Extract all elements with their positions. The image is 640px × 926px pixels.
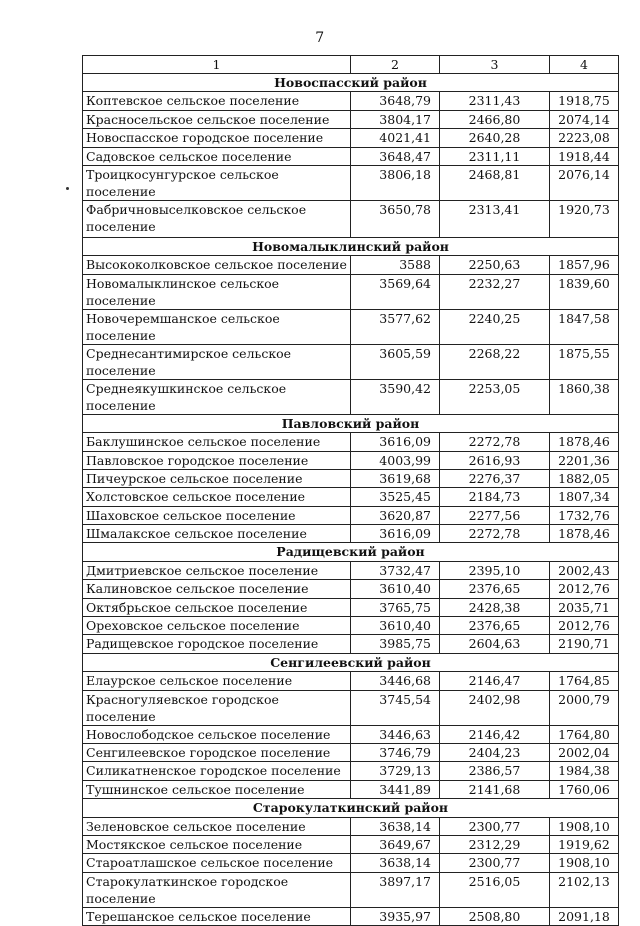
value-col-3: 2508,80 — [440, 907, 550, 925]
value-col-4: 1920,73 — [550, 200, 619, 237]
value-col-2: 3897,17 — [351, 872, 440, 907]
value-col-2: 4021,41 — [351, 129, 440, 147]
value-col-4: 1882,05 — [550, 469, 619, 487]
settlement-name: Дмитриевское сельское поселение — [83, 561, 351, 579]
value-col-2: 3745,54 — [351, 690, 440, 725]
table-row — [83, 147, 619, 165]
table-row — [83, 690, 619, 725]
value-col-4: 1764,80 — [550, 725, 619, 743]
value-col-3: 2395,10 — [440, 561, 550, 579]
value-col-3: 2376,65 — [440, 617, 550, 635]
table-row — [83, 817, 619, 835]
value-col-3: 2516,05 — [440, 872, 550, 907]
value-col-4: 2002,43 — [550, 561, 619, 579]
value-col-4: 2201,36 — [550, 451, 619, 469]
table-row — [83, 762, 619, 780]
value-col-3: 2402,98 — [440, 690, 550, 725]
value-col-3: 2386,57 — [440, 762, 550, 780]
value-col-3: 2272,78 — [440, 433, 550, 451]
value-col-3: 2311,43 — [440, 92, 550, 110]
settlement-name: Силикатненское городское поселение — [83, 762, 351, 780]
district-header-row — [83, 653, 619, 671]
value-col-4: 1918,44 — [550, 147, 619, 165]
page-number: 7 — [315, 30, 325, 46]
value-col-2: 3616,09 — [351, 433, 440, 451]
value-col-3: 2311,11 — [440, 147, 550, 165]
table-row — [83, 872, 619, 907]
value-col-3: 2404,23 — [440, 743, 550, 761]
value-col-3: 2146,42 — [440, 725, 550, 743]
value-col-3: 2277,56 — [440, 506, 550, 524]
value-col-4: 1807,34 — [550, 488, 619, 506]
margin-mark — [66, 187, 69, 190]
settlement-name: Новочеремшанское сельское поселение — [83, 309, 351, 344]
district-header-row — [83, 237, 619, 255]
value-col-2: 3638,14 — [351, 817, 440, 835]
settlement-name: Павловское городское поселение — [83, 451, 351, 469]
value-col-2: 3446,68 — [351, 672, 440, 690]
value-col-2: 3605,59 — [351, 344, 440, 379]
tariff-table — [82, 55, 619, 926]
settlement-name: Ореховское сельское поселение — [83, 617, 351, 635]
settlement-name: Холстовское сельское поселение — [83, 488, 351, 506]
settlement-name: Красногуляевское городское поселение — [83, 690, 351, 725]
table-row — [83, 344, 619, 379]
value-col-3: 2313,41 — [440, 200, 550, 237]
settlement-name: Тушнинское сельское поселение — [83, 780, 351, 798]
value-col-2: 3616,09 — [351, 525, 440, 543]
settlement-name: Троицкосунгурское сельское поселение — [83, 165, 351, 200]
value-col-4: 1764,85 — [550, 672, 619, 690]
settlement-name: Красносельское сельское поселение — [83, 110, 351, 128]
settlement-name: Новослободское сельское поселение — [83, 725, 351, 743]
table-row — [83, 580, 619, 598]
value-col-2: 3648,47 — [351, 147, 440, 165]
value-col-2: 3620,87 — [351, 506, 440, 524]
table-body — [83, 74, 619, 926]
district-header-row — [83, 74, 619, 92]
table-row — [83, 451, 619, 469]
settlement-name: Баклушинское сельское поселение — [83, 433, 351, 451]
value-col-2: 3732,47 — [351, 561, 440, 579]
table-row — [83, 672, 619, 690]
value-col-4: 2190,71 — [550, 635, 619, 653]
settlement-name: Высококолковское сельское поселение — [83, 256, 351, 274]
value-col-2: 3619,68 — [351, 469, 440, 487]
value-col-4: 2223,08 — [550, 129, 619, 147]
settlement-name: Новоспасское городское поселение — [83, 129, 351, 147]
value-col-2: 3746,79 — [351, 743, 440, 761]
value-col-4: 1839,60 — [550, 274, 619, 309]
table-row — [83, 110, 619, 128]
value-col-3: 2268,22 — [440, 344, 550, 379]
value-col-3: 2312,29 — [440, 835, 550, 853]
settlement-name: Среднеякушкинское сельское поселение — [83, 379, 351, 414]
value-col-3: 2604,63 — [440, 635, 550, 653]
value-col-4: 1847,58 — [550, 309, 619, 344]
value-col-4: 2091,18 — [550, 907, 619, 925]
table-row — [83, 256, 619, 274]
value-col-2: 3765,75 — [351, 598, 440, 616]
value-col-2: 3569,64 — [351, 274, 440, 309]
value-col-4: 1984,38 — [550, 762, 619, 780]
table-row — [83, 598, 619, 616]
value-col-2: 3806,18 — [351, 165, 440, 200]
settlement-name: Радищевское городское поселение — [83, 635, 351, 653]
table-row — [83, 309, 619, 344]
table-row — [83, 129, 619, 147]
value-col-4: 1919,62 — [550, 835, 619, 853]
district-name: Радищевский район — [83, 543, 619, 561]
value-col-4: 2002,04 — [550, 743, 619, 761]
district-name: Новоспасский район — [83, 74, 619, 92]
settlement-name: Фабричновыселковское сельское поселение — [83, 200, 351, 237]
district-name: Старокулаткинский район — [83, 799, 619, 817]
table-row — [83, 743, 619, 761]
value-col-2: 3985,75 — [351, 635, 440, 653]
column-header-3: 3 — [440, 56, 550, 74]
value-col-2: 3649,67 — [351, 835, 440, 853]
value-col-4: 2035,71 — [550, 598, 619, 616]
value-col-2: 3441,89 — [351, 780, 440, 798]
value-col-2: 4003,99 — [351, 451, 440, 469]
value-col-4: 1908,10 — [550, 817, 619, 835]
value-col-3: 2616,93 — [440, 451, 550, 469]
district-name: Новомалыклинский район — [83, 237, 619, 255]
value-col-3: 2240,25 — [440, 309, 550, 344]
value-col-2: 3610,40 — [351, 617, 440, 635]
settlement-name: Шаховское сельское поселение — [83, 506, 351, 524]
value-col-4: 2076,14 — [550, 165, 619, 200]
value-col-3: 2184,73 — [440, 488, 550, 506]
value-col-4: 1908,10 — [550, 854, 619, 872]
value-col-4: 2102,13 — [550, 872, 619, 907]
table-row — [83, 433, 619, 451]
settlement-name: Садовское сельское поселение — [83, 147, 351, 165]
value-col-4: 1857,96 — [550, 256, 619, 274]
district-name: Павловский район — [83, 414, 619, 432]
value-col-3: 2376,65 — [440, 580, 550, 598]
value-col-2: 3935,97 — [351, 907, 440, 925]
settlement-name: Мостякское сельское поселение — [83, 835, 351, 853]
table-row — [83, 780, 619, 798]
settlement-name: Калиновское сельское поселение — [83, 580, 351, 598]
table-row — [83, 835, 619, 853]
table-row — [83, 525, 619, 543]
value-col-3: 2146,47 — [440, 672, 550, 690]
value-col-3: 2276,37 — [440, 469, 550, 487]
value-col-2: 3446,63 — [351, 725, 440, 743]
value-col-4: 2012,76 — [550, 617, 619, 635]
value-col-4: 2012,76 — [550, 580, 619, 598]
table-row — [83, 725, 619, 743]
settlement-name: Коптевское сельское поселение — [83, 92, 351, 110]
table-row — [83, 617, 619, 635]
value-col-3: 2300,77 — [440, 817, 550, 835]
district-header-row — [83, 799, 619, 817]
settlement-name: Елаурское сельское поселение — [83, 672, 351, 690]
table-row — [83, 274, 619, 309]
table-header-row — [83, 56, 619, 74]
value-col-3: 2141,68 — [440, 780, 550, 798]
table-row — [83, 200, 619, 237]
column-header-2: 2 — [351, 56, 440, 74]
table-row — [83, 635, 619, 653]
district-header-row — [83, 543, 619, 561]
value-col-3: 2300,77 — [440, 854, 550, 872]
value-col-2: 3577,62 — [351, 309, 440, 344]
value-col-2: 3650,78 — [351, 200, 440, 237]
settlement-name: Новомалыклинское сельское поселение — [83, 274, 351, 309]
column-header-1: 1 — [83, 56, 351, 74]
value-col-3: 2640,28 — [440, 129, 550, 147]
table-row — [83, 506, 619, 524]
value-col-3: 2232,27 — [440, 274, 550, 309]
table-row — [83, 907, 619, 925]
value-col-4: 1875,55 — [550, 344, 619, 379]
value-col-3: 2468,81 — [440, 165, 550, 200]
value-col-4: 1878,46 — [550, 433, 619, 451]
table-row — [83, 165, 619, 200]
column-header-4: 4 — [550, 56, 619, 74]
value-col-2: 3590,42 — [351, 379, 440, 414]
table-row — [83, 379, 619, 414]
value-col-2: 3525,45 — [351, 488, 440, 506]
table-row — [83, 854, 619, 872]
value-col-2: 3729,13 — [351, 762, 440, 780]
table-row — [83, 469, 619, 487]
table-row — [83, 561, 619, 579]
table-row — [83, 488, 619, 506]
value-col-4: 1878,46 — [550, 525, 619, 543]
value-col-3: 2253,05 — [440, 379, 550, 414]
settlement-name: Старокулаткинское городское поселение — [83, 872, 351, 907]
value-col-4: 2000,79 — [550, 690, 619, 725]
settlement-name: Шмалакское сельское поселение — [83, 525, 351, 543]
settlement-name: Староатлашское сельское поселение — [83, 854, 351, 872]
value-col-2: 3648,79 — [351, 92, 440, 110]
settlement-name: Среднесантимирское сельское поселение — [83, 344, 351, 379]
value-col-2: 3638,14 — [351, 854, 440, 872]
district-name: Сенгилеевский район — [83, 653, 619, 671]
settlement-name: Пичеурское сельское поселение — [83, 469, 351, 487]
value-col-2: 3610,40 — [351, 580, 440, 598]
district-header-row — [83, 414, 619, 432]
value-col-2: 3588 — [351, 256, 440, 274]
value-col-2: 3804,17 — [351, 110, 440, 128]
value-col-4: 1760,06 — [550, 780, 619, 798]
value-col-4: 1860,38 — [550, 379, 619, 414]
value-col-3: 2466,80 — [440, 110, 550, 128]
settlement-name: Зеленовское сельское поселение — [83, 817, 351, 835]
value-col-3: 2428,38 — [440, 598, 550, 616]
table-row — [83, 92, 619, 110]
value-col-4: 2074,14 — [550, 110, 619, 128]
value-col-4: 1732,76 — [550, 506, 619, 524]
settlement-name: Терешанское сельское поселение — [83, 907, 351, 925]
value-col-4: 1918,75 — [550, 92, 619, 110]
settlement-name: Октябрьское сельское поселение — [83, 598, 351, 616]
value-col-3: 2250,63 — [440, 256, 550, 274]
settlement-name: Сенгилеевское городское поселение — [83, 743, 351, 761]
value-col-3: 2272,78 — [440, 525, 550, 543]
